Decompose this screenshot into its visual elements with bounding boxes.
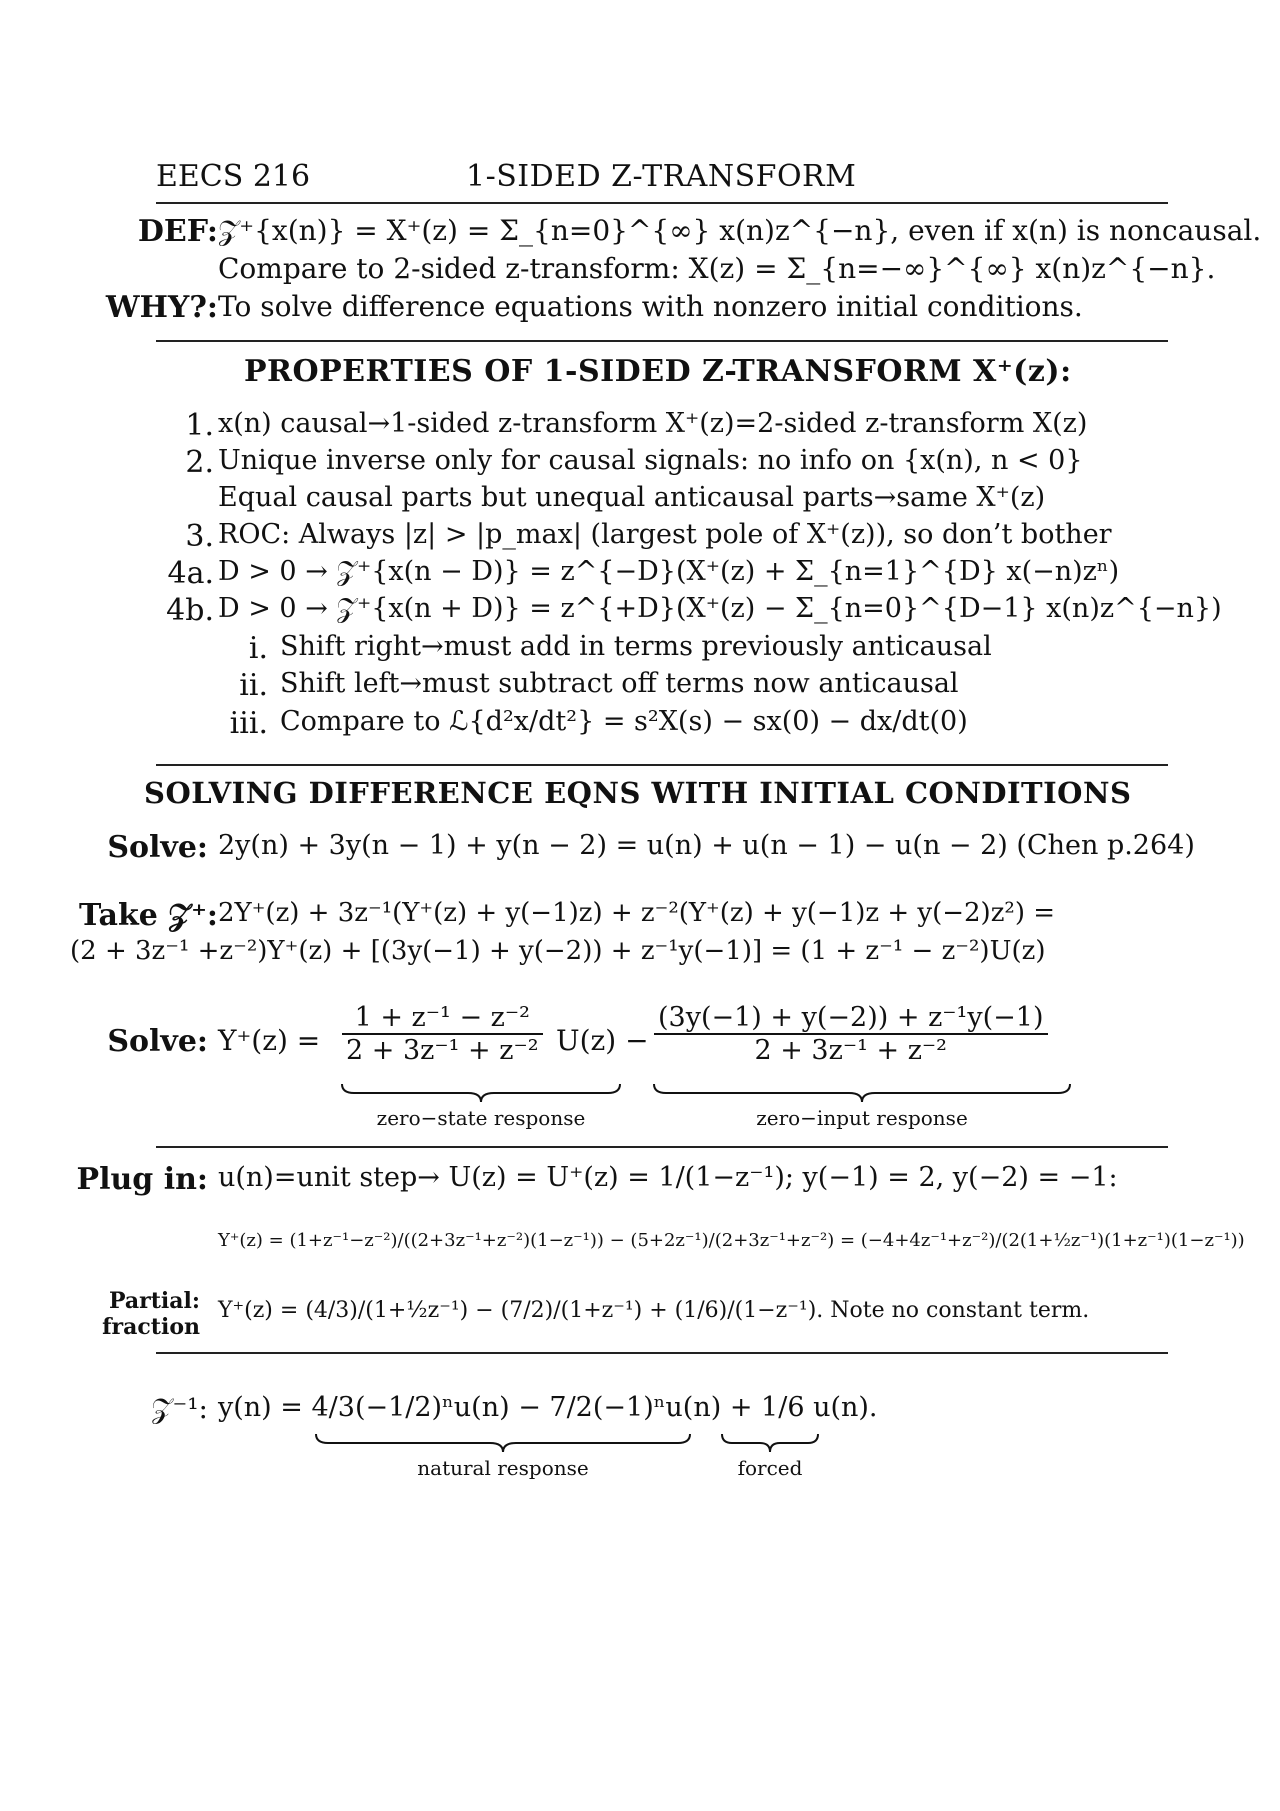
prop-num-2: 2. (185, 445, 214, 480)
zero-state-denominator: 2 + 3z⁻¹ + z⁻² (346, 1035, 539, 1066)
prop-num-4a: 4a. (167, 556, 214, 591)
solve2-lhs: Y⁺(z) = (218, 1024, 321, 1057)
def-rule (156, 340, 1168, 342)
take-eq-line-1: 2Y⁺(z) + 3z⁻¹(Y⁺(z) + y(−1)z) + z⁻²(Y⁺(z) + y(−1)z + y(−2)z²) = (218, 898, 1056, 928)
page-header (156, 157, 1166, 197)
subitem-iii: Compare to ℒ{d²x/dt²} = s²X(s) − sx(0) − dx/dt(0) (280, 706, 968, 737)
zero-input-label: zero−input response (756, 1106, 968, 1130)
prop-item-2: Unique inverse only for causal signals: no info on {x(n), n < 0} (218, 445, 1083, 476)
plugin-rule (156, 1352, 1168, 1354)
course-code: EECS 216 (156, 159, 311, 194)
natural-response-brace (314, 1432, 692, 1454)
prop-num-4b: 4b. (166, 593, 214, 628)
why-text: To solve difference equations with nonzero initial conditions. (218, 290, 1083, 323)
zero-input-fraction (654, 1002, 1048, 1066)
zero-state-tail: U(z) − (556, 1024, 649, 1057)
zero-input-brace (652, 1082, 1072, 1104)
partial-equation: Y⁺(z) = (4/3)/(1+½z⁻¹) − (7/2)/(1+z⁻¹) + (1/6)/(1−z⁻¹). Note no constant term. (218, 1298, 1090, 1323)
zero-state-label: zero−state response (376, 1106, 586, 1130)
forced-brace (720, 1432, 820, 1454)
zero-state-fraction (342, 1002, 543, 1066)
partial-label-2: fraction (102, 1314, 200, 1340)
zero-input-denominator: 2 + 3z⁻¹ + z⁻² (754, 1035, 948, 1066)
zero-input-numerator: (3y(−1) + y(−2)) + z⁻¹y(−1) (654, 1002, 1048, 1035)
plugin-line-1: u(n)=unit step→ U(z) = U⁺(z) = 1/(1−z⁻¹); y(−1) = 2, y(−2) = −1: (218, 1162, 1118, 1193)
inverse-equation: y(n) = 4/3(−1/2)ⁿu(n) − 7/2(−1)ⁿu(n) + 1/6 u(n). (218, 1392, 878, 1423)
prop-item-2b: Equal causal parts but unequal anticausal parts→same X⁺(z) (218, 482, 1046, 513)
solve-equation: 2y(n) + 3y(n − 1) + y(n − 2) = u(n) + u(n − 1) − u(n − 2) (Chen p.264) (218, 830, 1195, 861)
natural-response-label: natural response (417, 1456, 589, 1480)
header-rule (156, 202, 1168, 204)
def-line-1: 𝒵⁺{x(n)} = X⁺(z) = Σ_{n=0}^{∞} x(n)z^{−n}, even if x(n) is noncausal. (218, 214, 1262, 247)
solving-title: SOLVING DIFFERENCE EQNS WITH INITIAL CONDITIONS (144, 776, 1132, 810)
zero-state-numerator: 1 + z⁻¹ − z⁻² (342, 1002, 543, 1035)
def-label: DEF: (137, 214, 218, 249)
properties-rule (156, 764, 1168, 766)
prop-item-3: ROC: Always |z| > |p_max| (largest pole of X⁺(z)), so don’t bother (218, 519, 1112, 550)
prop-num-3: 3. (185, 519, 214, 554)
partial-label-1: Partial: (108, 1288, 200, 1314)
solving-rule (156, 1146, 1168, 1148)
prop-item-4a: D > 0 → 𝒵⁺{x(n − D)} = z^{−D}(X⁺(z) + Σ_{n=1}^{D} x(−n)zⁿ) (218, 556, 1120, 587)
subitem-i: Shift right→must add in terms previously anticausal (280, 631, 992, 662)
solve-label: Solve: (107, 830, 208, 865)
why-label: WHY?: (105, 290, 218, 325)
def-line-2: Compare to 2-sided z-transform: X(z) = Σ_{n=−∞}^{∞} x(n)z^{−n}. (218, 252, 1216, 285)
zero-state-brace (340, 1082, 622, 1104)
subitem-ii: Shift left→must subtract off terms now anticausal (280, 668, 959, 699)
page-title: 1-SIDED Z-TRANSFORM (466, 159, 857, 194)
subitem-num-iii: iii. (229, 706, 268, 741)
properties-title: PROPERTIES OF 1-SIDED Z-TRANSFORM X⁺(z): (244, 354, 1072, 389)
take-label: Take 𝒵⁺: (79, 898, 218, 933)
take-eq-line-2: (2 + 3z⁻¹ +z⁻²)Y⁺(z) + [(3y(−1) + y(−2)) + z⁻¹y(−1)] = (1 + z⁻¹ − z⁻²)U(z) (70, 936, 1046, 966)
solve2-label: Solve: (107, 1024, 208, 1059)
forced-label: forced (737, 1456, 803, 1480)
subitem-num-i: i. (248, 631, 268, 666)
prop-item-4b: D > 0 → 𝒵⁺{x(n + D)} = z^{+D}(X⁺(z) − Σ_{n=0}^{D−1} x(n)z^{−n}) (218, 593, 1222, 624)
inverse-label: 𝒵⁻¹: (151, 1392, 208, 1425)
plugin-label: Plug in: (76, 1162, 208, 1197)
subitem-num-ii: ii. (239, 668, 268, 703)
prop-item-1: x(n) causal→1-sided z-transform X⁺(z)=2-sided z-transform X(z) (218, 408, 1088, 439)
plugin-line-2: Y⁺(z) = (1+z⁻¹−z⁻²)/((2+3z⁻¹+z⁻²)(1−z⁻¹)) − (5+2z⁻¹)/(2+3z⁻¹+z⁻²) = (−4+4z⁻¹+z⁻²)/(2(1+½z⁻¹)(1+z⁻¹)(1−z⁻¹)) (218, 1230, 1245, 1251)
prop-num-1: 1. (185, 408, 214, 443)
